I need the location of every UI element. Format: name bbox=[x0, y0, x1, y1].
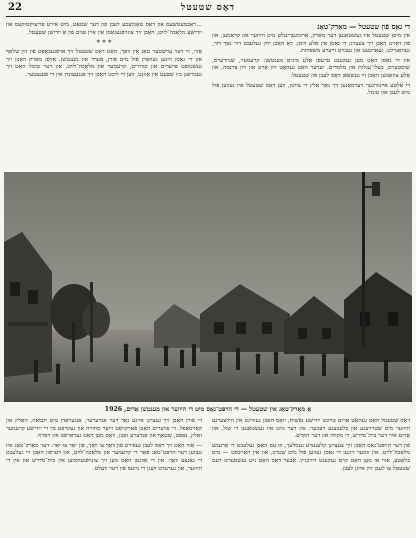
paragraph: דאָס שטעטל האָט געהאַט אַרום טױזנט ייִדישע נפֿשות, וואָס האָבן געװױנט אין הילצערנע הײַזער מיט שטרױענע און בלעכענע דעכער. אין דער מיט איז געשטאַנען די שול, און אַרום איר דער בית־מדרש, די מקווה און דער הקדש. bbox=[212, 418, 410, 440]
paragraph: …ראַכמעטשעס און דאָס טאָגלעכע לעבן פֿון דער שטאָט, מיט אירע פּריציקטיקעס און ייִדישע מלאָכה־לײַט, האָבן זיך צונויפֿגעגאָסן אין איין פּנים פֿון אַ ייִדישן שטעטל. bbox=[6, 22, 202, 36]
paragraph: — אַזױ האָט זיך דאָס לעבן געפֿירט פֿון װאָך צו װאָך, פֿון יאָר צו יאָר. דער מאַרק־טאָג איז געװען דער הױפּט־טאָג פֿאַר די קרעמער און מלאָכה־לײַט, און דערפֿון האָבן זײ געלעבט די גאַנצע װאָך. אין די אָװנטן האָט מען זיך צונױפֿגעקומען אין בית־מדרש און אין די הײַזער, און גערעדט װעגן די נײַעס פֿון דער װעלט. bbox=[6, 442, 202, 472]
article-heading: די גאַס פֿון שטעטל — מאַרק־טאָג bbox=[317, 22, 410, 31]
section-divider: * * * bbox=[96, 39, 112, 48]
top-left-column bbox=[6, 22, 202, 168]
paragraph: די פֿורן האָבן זיך געצױגן איינע נאָך דער אַנדערער, אָנגעלאָדן מיט תּבואה, האָלץ און קאַרטאָפֿל. די פּױערים האָבן פֿאַרקױפֿט זײער סחורה און געקױפֿט בײַ די ייִדישע קרעמער זאַלץ, נאַפֿט, שטאָף און אַנדערע זאַכן, וואָס מען האָט געדאַרפֿט אין דאָרף. bbox=[6, 418, 202, 440]
street-photograph bbox=[4, 172, 412, 402]
running-title: דאָס שטעטל bbox=[181, 3, 235, 13]
paragraph: די אַלטע אײנװױנער דערמאָנען זיך נאָך אַלץ די צײַטן, ווען דאָס שטעטל איז געװען פֿול מיט לעבן און טומל. bbox=[212, 82, 410, 97]
bottom-right-column bbox=[212, 418, 410, 534]
bottom-left-column bbox=[6, 418, 202, 534]
top-right-column bbox=[212, 22, 410, 168]
header-rule bbox=[6, 16, 410, 17]
paragraph: אַזױ, װי דער ערשטער טאָג אין וואָך, האָט דאָס שטעטל זיך אױפֿגעכאַפּט פֿון זײַן שלאָף און די גאַסן זײַנען געװאָרן פֿול מיט פֿורן, פֿערד און מענטשן. אױפֿן מאַרק האָבן זיך געשטופּט פּױערים און סוחרים, קרעמער און מלאָכה־לײַט, און דער טומל האָט זיך געטראָגן ביז שפּעט אין אָװנט, ווען די ליכט האָבן זיך אָנגעצונדן אין די פֿענצטער. bbox=[6, 49, 202, 78]
photo-caption: אַ מאַרק־טאָג אין שטעטל — די הױפּט־גאַס מיט די הײַזער און מענטשן אַרום, 1926 bbox=[104, 406, 312, 413]
paragraph: אין מיטן שטעטל איז געשטאַנען דער מאַרק, אַרומגערינגלט מיט הײַזער און קראָמען, און פֿון דאָרט האָבן זיך צעצױגן די גאַסן אין אַלע זײַטן. דאָ האָבן ייִדן געלעבט דור נאָך דור, געהאַנדלט, געאַרבעט און געבױט זײערע משפּחות. bbox=[212, 33, 410, 55]
page-header bbox=[6, 2, 410, 16]
paragraph: אין די גאַסן האָט מען געקענט טרעפֿן אַלע מינים מענטשן: קרעמער, שנײַדערס, שוסטערס, בעלי־עגלות און מלמדים. יעדער האָט געהאַט זײַן אָרט און זײַן פּרנסה, און אַלע צוזאַמען האָבן זײ געשאַפֿן דאָס לעבן פֿון שטעטל. bbox=[212, 57, 410, 79]
street-scene-image bbox=[4, 172, 412, 402]
page-number: 22 bbox=[8, 2, 22, 13]
paragraph: פֿון דער הױפּט־גאַס האָבן זיך צעצױגן קלענערע געסלעך, װוּ עס האָבן געלעבט די אָרעמע מלאָכה־לײַט. אין זומער זײַנען די גאַסן געװען פֿול מיט שטױב, און אין האַרבסט — מיט בלאָטע, אַזױ אַז מען האָט קױם געקענט דורכגײן. אָבער דאָס האָט ניט געשטערט דעם שטעטל צו לעבן זײַן אײגן לעבן. bbox=[212, 442, 410, 472]
